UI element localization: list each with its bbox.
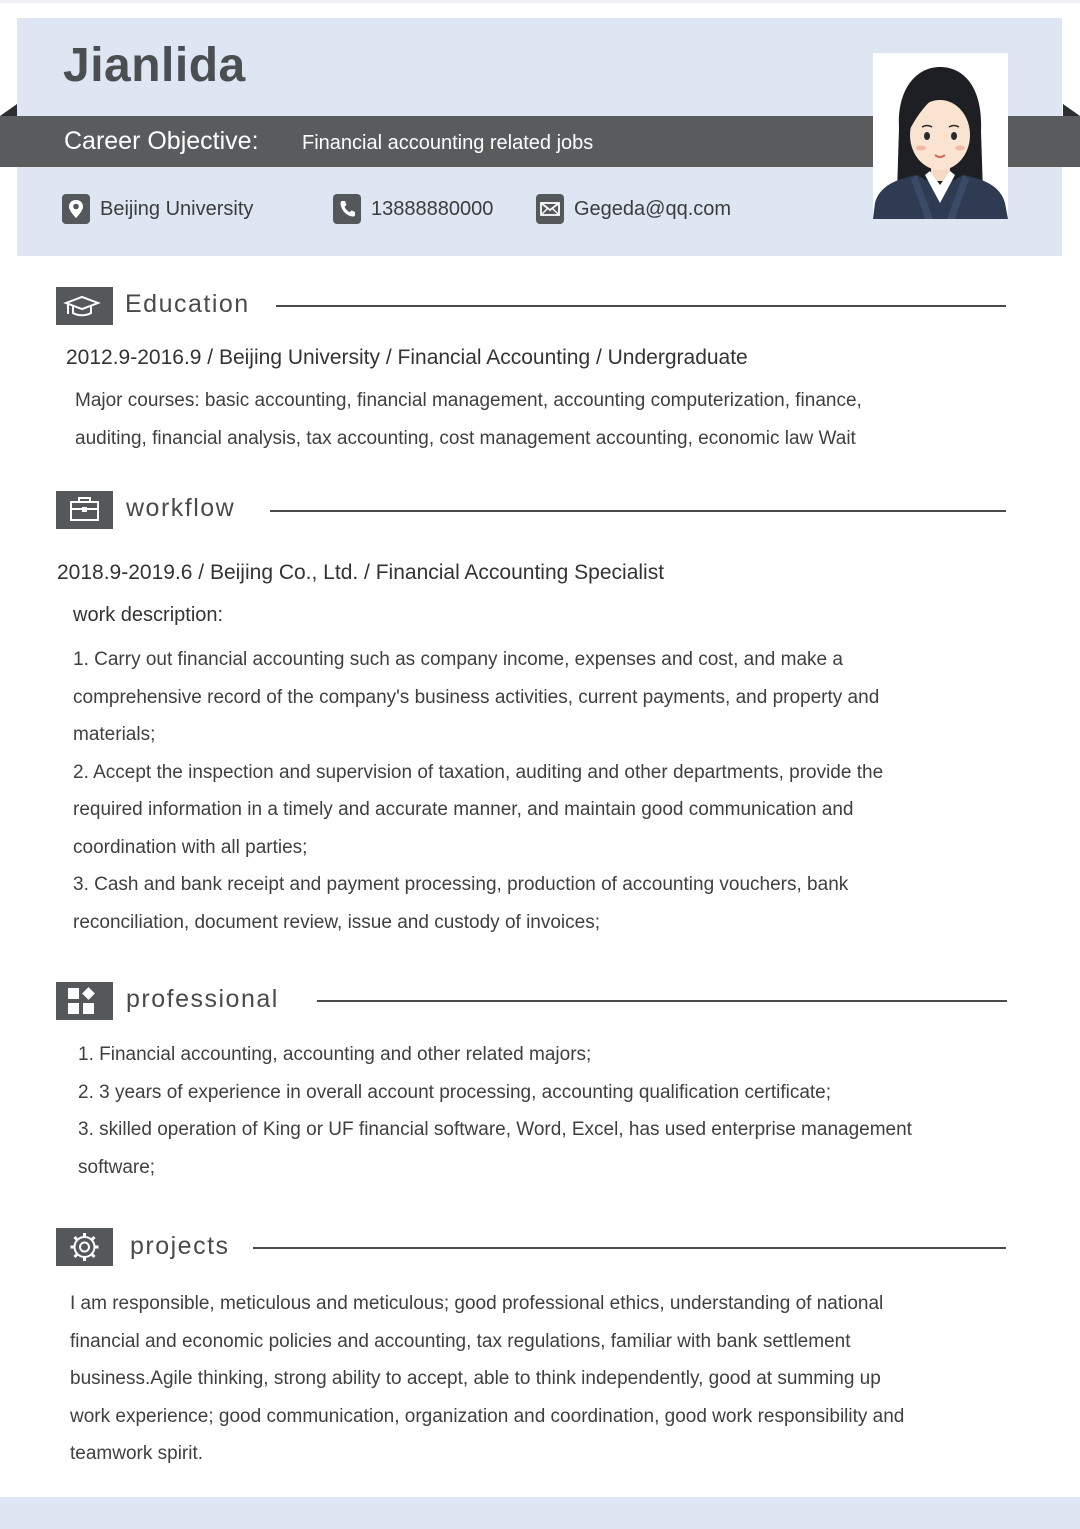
text-line: auditing, financial analysis, tax accounting, cost management accounting, economic law Wait [75,427,856,449]
apps-grid-icon [56,982,113,1020]
text-line: business.Agile thinking, strong ability to accept, able to think independently, good at summing up [70,1368,881,1389]
workflow-divider [270,510,1006,512]
envelope-icon [536,194,564,224]
phone-icon [333,194,361,224]
text-line: coordination with all parties; [73,836,308,858]
work-description-text [73,641,883,941]
location-text: Beijing University [100,197,254,220]
avatar-photo [873,53,1008,219]
text-line: 1. Carry out financial accounting such as company income, expenses and cost, and make a [73,649,843,670]
text-line: financial and economic policies and accounting, tax regulations, familiar with bank settlement [70,1330,851,1352]
text-line: required information in a timely and accurate manner, and maintain good communication and [73,799,854,820]
career-objective-value: Financial accounting related jobs [302,132,594,154]
professional-divider [317,1000,1007,1002]
education-divider [276,305,1006,307]
projects-divider [253,1247,1006,1249]
projects-title: projects [130,1232,230,1260]
gear-icon [56,1228,113,1266]
text-line: 3. skilled operation of King or UF financial software, Word, Excel, has used enterprise management [78,1119,912,1140]
workflow-entry: 2018.9-2019.6 / Beijing Co., Ltd. / Financial Accounting Specialist [57,561,665,584]
text-line: 2. Accept the inspection and supervision of taxation, auditing and other departments, provide the [73,761,884,783]
top-border [0,0,1080,3]
contact-location [62,193,253,225]
education-entry: 2012.9-2016.9 / Beijing University / Financial Accounting / Undergraduate [66,346,748,369]
education-courses [75,382,862,457]
education-title: Education [125,290,250,318]
text-line: 3. Cash and bank receipt and payment processing, production of accounting vouchers, bank [73,874,849,895]
contact-email [536,193,731,225]
career-objective-label: Career Objective: [64,127,259,155]
graduation-cap-icon [56,287,113,325]
professional-text [78,1036,912,1186]
work-description-label: work description: [73,604,224,626]
text-line: materials; [73,724,156,745]
email-text: Gegeda@qq.com [574,197,732,220]
text-line: reconciliation, document review, issue and custody of invoices; [73,911,600,933]
text-line: comprehensive record of the company's business activities, current payments, and property and [73,686,880,708]
text-line: software; [78,1156,156,1178]
text-line: 2. 3 years of experience in overall account processing, accounting qualification certificate; [78,1081,832,1103]
contact-phone [333,193,493,225]
briefcase-icon [56,491,113,529]
ribbon-fold-right [1063,104,1080,116]
ribbon-fold-left [0,104,17,116]
footer-band [0,1497,1080,1529]
professional-title: professional [126,985,279,1013]
text-line: I am responsible, meticulous and meticulous; good professional ethics, understanding of national [70,1293,884,1314]
location-pin-icon [62,194,90,224]
projects-text [70,1285,904,1473]
text-line: work experience; good communication, organization and coordination, good work responsibility and [70,1405,905,1427]
workflow-title: workflow [126,494,236,522]
text-line: Major courses: basic accounting, financial management, accounting computerization, finance, [75,390,862,411]
text-line: teamwork spirit. [70,1443,204,1464]
candidate-name: Jianlida [63,39,246,92]
phone-text: 13888880000 [371,197,494,220]
text-line: 1. Financial accounting, accounting and other related majors; [78,1044,592,1065]
